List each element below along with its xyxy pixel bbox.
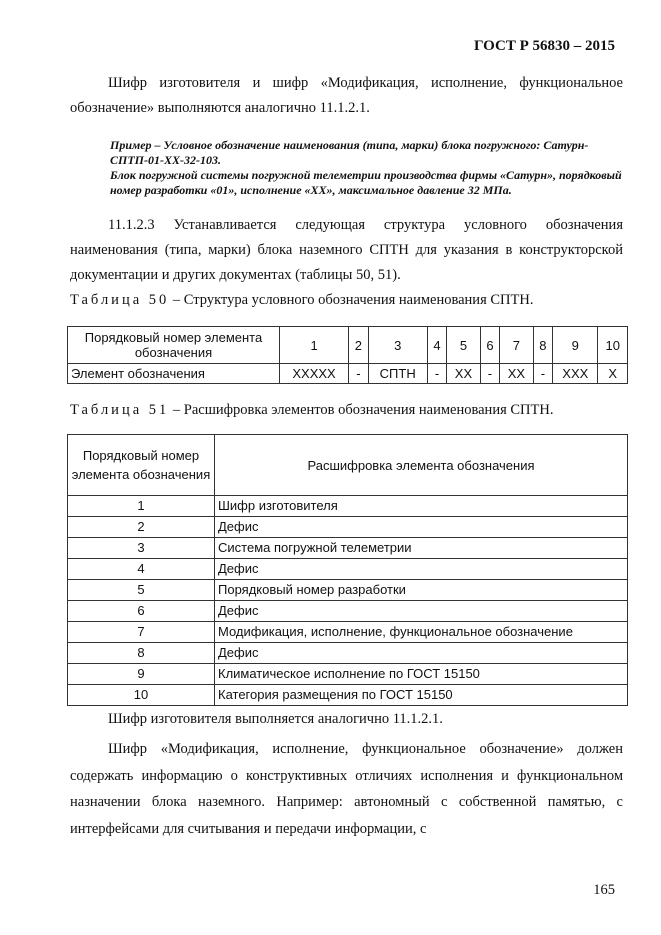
- table50-caption-label: Таблица 50: [70, 292, 170, 308]
- row-description: Порядковый номер разработки: [215, 580, 628, 601]
- row-description: Дефис: [215, 559, 628, 580]
- row-description: Категория размещения по ГОСТ 15150: [215, 685, 628, 706]
- row-number: 2: [68, 517, 215, 538]
- row-number: 10: [68, 685, 215, 706]
- example-block: [110, 138, 623, 198]
- table-row: [68, 622, 628, 643]
- table50-element-cell: -: [427, 364, 447, 384]
- table50-element-cell: XXXXX: [280, 364, 349, 384]
- example-line-1: Пример – Условное обозначение наименования (типа, марки) блока погружного: Сатурн-СПТП-01-ХХ-32-103.: [110, 138, 589, 167]
- table51-caption-text: Расшифровка элементов обозначения наименования СПТН.: [183, 402, 554, 418]
- table50-num-cell: 1: [280, 327, 349, 364]
- table-row: [68, 580, 628, 601]
- table51-caption: Таблица 51 – Расшифровка элементов обозначения наименования СПТН.: [70, 402, 554, 418]
- table50-element-cell: XXX: [553, 364, 598, 384]
- row-number: 8: [68, 643, 215, 664]
- table50-num-cell: 2: [349, 327, 369, 364]
- table-row: [68, 496, 628, 517]
- table50-element-cell: -: [533, 364, 553, 384]
- paragraph-2: 11.1.2.3 Устанавливается следующая структура условного обозначения наименования (типа, марки) блока наземного СПТН для указания в конструкторской документации и других документах (таблицы 50, 51).: [70, 217, 623, 283]
- table-row: [68, 538, 628, 559]
- table51-header-row: [68, 435, 628, 496]
- row-description: Климатическое исполнение по ГОСТ 15150: [215, 664, 628, 685]
- table50-row1-header: Порядковый номер элемента обозначения: [68, 327, 280, 364]
- table-50: [67, 326, 628, 384]
- row-description: Дефис: [215, 643, 628, 664]
- table50-num-cell: 4: [427, 327, 447, 364]
- table50-numbers-row: [68, 327, 628, 364]
- table50-num-cell: 7: [500, 327, 533, 364]
- table50-element-cell: -: [349, 364, 369, 384]
- row-description: Система погружной телеметрии: [215, 538, 628, 559]
- table-51: [67, 434, 628, 706]
- table50-elements-row: [68, 364, 628, 384]
- table50-element-cell: X: [598, 364, 628, 384]
- row-description: Шифр изготовителя: [215, 496, 628, 517]
- table50-num-cell: 8: [533, 327, 553, 364]
- row-number: 7: [68, 622, 215, 643]
- row-description: Дефис: [215, 601, 628, 622]
- table50-num-cell: 6: [480, 327, 500, 364]
- table50-num-cell: 5: [447, 327, 480, 364]
- row-number: 9: [68, 664, 215, 685]
- table50-num-cell: 10: [598, 327, 628, 364]
- table50-element-cell: -: [480, 364, 500, 384]
- table-row: [68, 601, 628, 622]
- paragraph-3: Шифр изготовителя выполняется аналогично 11.1.2.1.: [108, 711, 443, 727]
- table-row: [68, 559, 628, 580]
- table50-num-cell: 3: [368, 327, 427, 364]
- row-description: Модификация, исполнение, функциональное обозначение: [215, 622, 628, 643]
- row-number: 6: [68, 601, 215, 622]
- table50-caption: Таблица 50 – Структура условного обозначения наименования СПТН.: [70, 292, 534, 308]
- row-number: 1: [68, 496, 215, 517]
- table51-col1-header: Порядковый номер элемента обозначения: [68, 435, 215, 496]
- example-line-2: Блок погружной системы погружной телеметрии производства фирмы «Сатурн», порядковый номер разработки «01», исполнение «ХХ», максимальное давление 32 МПа.: [110, 168, 622, 197]
- table50-element-cell: XX: [447, 364, 480, 384]
- table51-caption-label: Таблица 51: [70, 402, 170, 418]
- row-number: 4: [68, 559, 215, 580]
- table50-row2-header: Элемент обозначения: [68, 364, 280, 384]
- paragraph-1: Шифр изготовителя и шифр «Модификация, исполнение, функциональное обозначение» выполняются аналогично 11.1.2.1.: [70, 75, 623, 116]
- table50-caption-text: Структура условного обозначения наименования СПТН.: [183, 292, 534, 308]
- table50-num-cell: 9: [553, 327, 598, 364]
- table-row: [68, 664, 628, 685]
- document-header: ГОСТ Р 56830 – 2015: [473, 38, 615, 54]
- page-number: 165: [593, 882, 615, 898]
- table50-element-cell: XX: [500, 364, 533, 384]
- paragraph-4: Шифр «Модификация, исполнение, функциональное обозначение» должен содержать информацию о конструктивных отличиях исполнения и функциональном назначении блока наземного. Например: автономный с собственной памятью, с интерфейсами для считывания и передачи информации, с: [70, 741, 623, 837]
- row-description: Дефис: [215, 517, 628, 538]
- row-number: 3: [68, 538, 215, 559]
- table-row: [68, 643, 628, 664]
- table50-element-cell: СПТН: [368, 364, 427, 384]
- table51-col2-header: Расшифровка элемента обозначения: [215, 435, 628, 496]
- table-row: [68, 517, 628, 538]
- table-row: [68, 685, 628, 706]
- row-number: 5: [68, 580, 215, 601]
